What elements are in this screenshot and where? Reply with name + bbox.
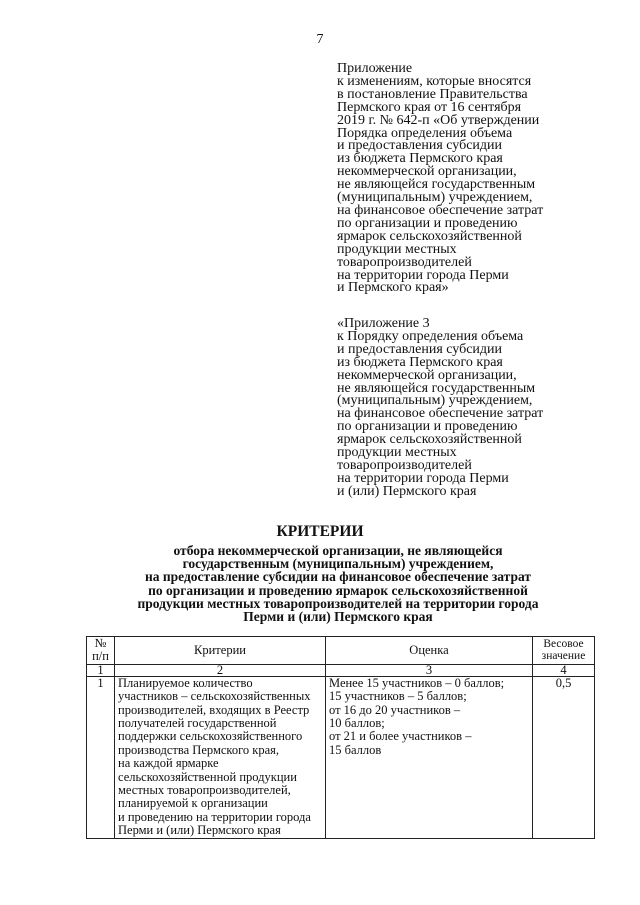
annex-to-changes-line: Пермского края от 16 сентября (337, 99, 522, 115)
annex-to-changes-line: на территории города Перми (337, 267, 509, 283)
annex-3-line: продукции местных (337, 445, 457, 461)
annex-to-changes-line: Приложение (337, 61, 413, 76)
annex-3-header (337, 318, 597, 499)
document-subtitle (0, 544, 640, 623)
subtitle-line: по организации и проведению ярмарок сельскохозяйственной (148, 582, 528, 598)
criteria-line: и проведению на территории города (118, 809, 311, 824)
subtitle-line: на предоставление субсидии на финансовое обеспечение затрат (144, 569, 532, 585)
header-weight-line1: Весовое (543, 638, 584, 651)
score-text (326, 676, 533, 838)
criteria-line: Планируемое количество (118, 675, 253, 690)
header-weight-line2: значение (541, 650, 586, 663)
annex-3-line: по организации и проведению (337, 419, 518, 435)
criteria-line: поддержки сельскохозяйственного (118, 729, 303, 744)
criteria-line: сельскохозяйственной продукции (118, 769, 297, 784)
criteria-line: местных товаропроизводителей, (118, 783, 291, 798)
column-number: 1 (87, 664, 115, 676)
criteria-line: получателей государственной (118, 716, 277, 731)
annex-3-line: к Порядку определения объема (337, 328, 524, 344)
column-number: 4 (533, 664, 595, 676)
annex-to-changes-line: не являющейся государственным (337, 177, 536, 193)
page-number: 7 (316, 32, 324, 47)
annex-to-changes-line: в постановление Правительства (337, 86, 528, 102)
annex-to-changes-line: ярмарок сельскохозяйственной (337, 228, 522, 244)
annex-3-line: на финансовое обеспечение затрат (337, 406, 544, 422)
annex-3-line: из бюджета Пермского края (337, 354, 503, 370)
annex-to-changes-line: Порядка определения объема (337, 125, 513, 141)
criteria-line: производителей, входящих в Реестр (118, 702, 310, 717)
annex-3-line: товаропроизводителей (337, 457, 472, 473)
annex-3-line: и предоставления субсидии (337, 341, 503, 357)
column-number-row (87, 664, 595, 676)
header-number (87, 637, 115, 665)
criteria-text (115, 676, 326, 838)
annex-to-changes-line: по организации и проведению (337, 215, 518, 231)
criteria-line: на каждой ярмарке (118, 756, 219, 771)
criteria-line: Перми и (или) Пермского края (118, 823, 281, 838)
criteria-table (86, 636, 595, 839)
annex-3-line: «Приложение 3 (337, 316, 430, 331)
annex-to-changes-line: 2019 г. № 642-п «Об утверждении (337, 112, 540, 128)
annex-to-changes-line: некоммерческой организации, (337, 164, 517, 180)
annex-to-changes-line: и предоставления субсидии (337, 138, 503, 154)
column-number: 3 (326, 664, 533, 676)
subtitle-line: государственным (муниципальным) учреждением, (182, 556, 494, 572)
annex-3-line: некоммерческой организации, (337, 367, 517, 383)
annex-3-line: (муниципальным) учреждением, (337, 393, 533, 409)
table-row (87, 676, 595, 838)
score-line: Менее 15 участников – 0 баллов; (329, 675, 505, 690)
weight-value: 0,5 (533, 676, 595, 838)
criteria-line: производства Пермского края, (118, 742, 280, 757)
annex-to-changes-line: к изменениям, которые вносятся (337, 73, 532, 89)
annex-to-changes-line: и Пермского края» (337, 280, 449, 296)
annex-to-changes-line: (муниципальным) учреждением, (337, 190, 533, 206)
score-line: 15 участников – 5 баллов; (329, 689, 467, 704)
annex-3-line: и (или) Пермского края (337, 483, 477, 499)
header-weight (533, 637, 595, 665)
header-number-line2: п/п (92, 649, 109, 664)
annex-to-changes-line: на финансовое обеспечение затрат (337, 202, 544, 218)
score-line: 10 баллов; (329, 716, 385, 731)
column-number: 2 (115, 664, 326, 676)
annex-to-changes-line: из бюджета Пермского края (337, 151, 503, 167)
header-score: Оценка (326, 637, 533, 665)
annex-3-line: ярмарок сельскохозяйственной (337, 432, 522, 448)
table-header-row (87, 637, 595, 665)
document-title: КРИТЕРИИ (276, 523, 364, 540)
subtitle-line: Перми и (или) Пермского края (243, 609, 433, 625)
header-number-line1: № (94, 636, 107, 650)
criteria-line: участников – сельскохозяйственных (118, 689, 311, 704)
annex-3-line: не являющейся государственным (337, 380, 536, 396)
score-line: 15 баллов (329, 742, 382, 757)
criteria-line: планируемой к организации (118, 796, 268, 811)
row-number: 1 (87, 676, 115, 838)
subtitle-line: отбора некоммерческой организации, не являющейся (173, 543, 503, 558)
annex-to-changes-header (337, 63, 597, 295)
score-line: от 21 и более участников – (329, 729, 472, 744)
score-line: от 16 до 20 участников – (329, 702, 461, 717)
subtitle-line: продукции местных товаропроизводителей на территории города (137, 595, 539, 611)
annex-to-changes-line: продукции местных (337, 241, 457, 257)
annex-to-changes-line: товаропроизводителей (337, 254, 472, 270)
annex-3-line: на территории города Перми (337, 470, 509, 486)
header-criteria: Критерии (115, 637, 326, 665)
